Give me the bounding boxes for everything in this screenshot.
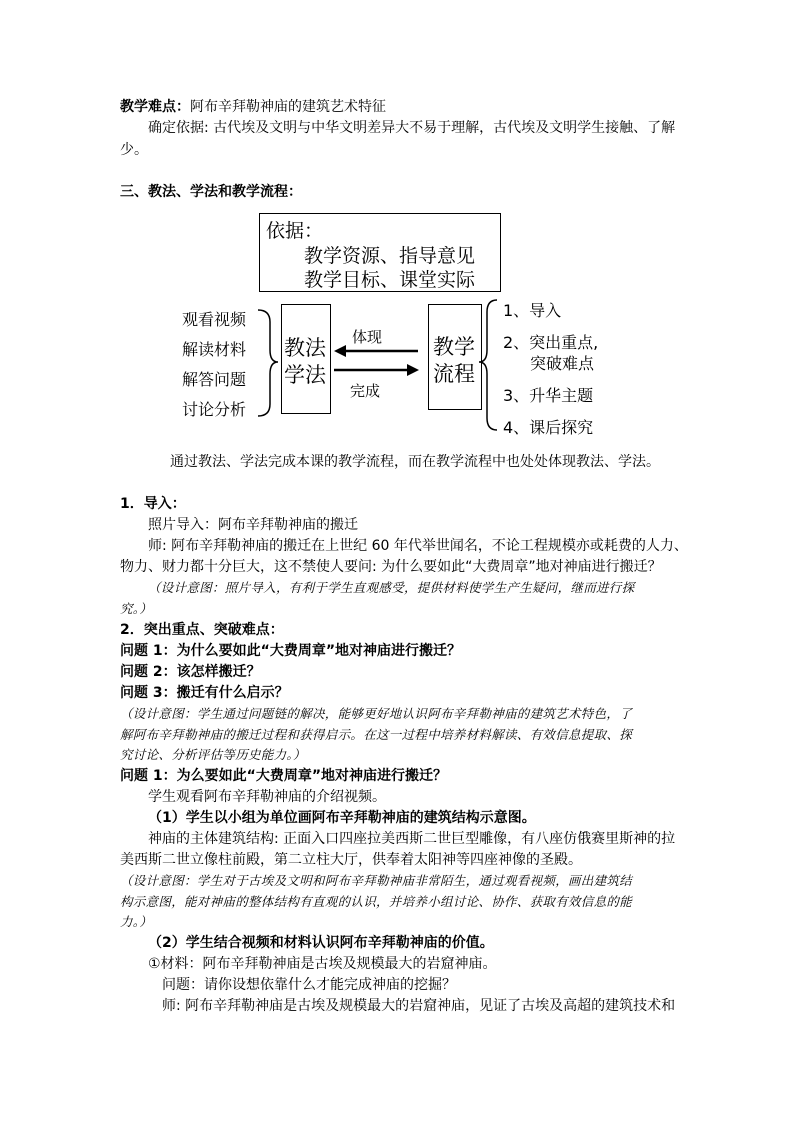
- difficulty-label: 教学难点：: [120, 99, 190, 115]
- watch-video: 学生观看阿布辛拜勒神庙的介绍视频。: [148, 789, 386, 805]
- left-item: 解答问题: [182, 370, 247, 389]
- left-item: 讨论分析: [182, 400, 247, 419]
- basis-title: 依据：: [266, 220, 324, 242]
- structure-line2: 美西斯二世立像柱前殿，第二立柱大厅，供奉着太阳神等四座神像的圣殿。: [120, 852, 582, 868]
- part1-teacher1: 师: 阿布辛拜勒神庙的搬迁在上世纪 60 年代举世闻名，不论工程规模亦或耗费的人力、: [148, 538, 688, 554]
- summary-text: 通过教法、学法完成本课的教学流程，而在教学流程中也处处体现教法、学法。: [170, 454, 660, 470]
- difficulty-basis-line1: 确定依据: 古代埃及文明与中华文明差异大不易于理解，古代埃及文明学生接触、了解: [148, 120, 676, 136]
- basis-line1: 教学资源、指导意见: [304, 245, 476, 267]
- part1-teacher2: 物力、财力都十分巨大，这不禁使人要问: 为什么要如此“大费周章”地对神庙进行搬迁？: [120, 559, 662, 575]
- method-line1: 教法: [284, 336, 326, 360]
- flow-step: 3、升华主题: [503, 386, 594, 405]
- arrow-right-head: [407, 364, 419, 376]
- question3: 问题 3：搬迁有什么启示？: [120, 685, 289, 701]
- left-brace: [258, 310, 278, 416]
- difficulty-basis-line2: 少。: [120, 142, 148, 158]
- method-line2: 学法: [284, 363, 326, 387]
- part2-note6: 力。）: [120, 914, 153, 929]
- arrow-top-label: 体现: [352, 328, 383, 346]
- part2-note2: 解阿布辛拜勒神庙的搬迁过程和获得启示。在这一过程中培养材料解读、有效信息提取、探: [120, 727, 633, 742]
- flow-step: 4、课后探究: [503, 418, 594, 437]
- left-item: 观看视频: [182, 310, 247, 329]
- part2-title: 2．突出重点、突破难点：: [120, 622, 284, 638]
- teacher-line: 师: 阿布辛拜勒神庙是古埃及规模最大的岩窟神庙，见证了古埃及高超的建筑技术和: [162, 998, 676, 1014]
- part2-note4: （设计意图：学生对于古埃及文明和阿布辛拜勒神庙非常陌生，通过观看视频，画出建筑结: [120, 873, 633, 888]
- part2-note5: 构示意图，能对神庙的整体结构有直观的认识，并培养小组讨论、协作、获取有效信息的能: [120, 894, 633, 909]
- flow-step: 2、突出重点,: [503, 333, 599, 352]
- basis-line2: 教学目标、课堂实际: [304, 269, 476, 291]
- flow-line1: 教学: [433, 335, 475, 359]
- section3-title: 三、教法、学法和教学流程：: [120, 184, 302, 200]
- part2-note1: （设计意图：学生通过问题链的解决，能够更好地认识阿布辛拜勒神庙的建筑艺术特色，了: [120, 706, 633, 721]
- flow-step: 突破难点: [530, 354, 595, 373]
- question-line: 问题：请你设想依靠什么才能完成神庙的挖掘？: [162, 977, 456, 993]
- sub-step1: （1）学生以小组为单位画阿布辛拜勒神庙的建筑结构示意图。: [148, 810, 536, 826]
- part1-note1: （设计意图：照片导入，有利于学生直观感受，提供材料使学生产生疑问，继而进行探: [148, 580, 635, 595]
- arrow-left-head: [334, 345, 346, 357]
- material-line: ①材料：阿布辛拜勒神庙是古埃及规模最大的岩窟神庙。: [148, 956, 497, 972]
- difficulty-text: 阿布辛拜勒神庙的建筑艺术特征: [190, 99, 386, 115]
- flow-step: 1、导入: [503, 301, 562, 320]
- question1-repeat: 问题 1：为么要如此“大费周章”地对神庙进行搬迁？: [120, 768, 448, 784]
- part1-title: 1．导入：: [120, 496, 186, 512]
- sub-step2: （2）学生结合视频和材料认识阿布辛拜勒神庙的价值。: [148, 935, 494, 951]
- part1-note2: 究。）: [120, 601, 153, 616]
- part2-note3: 究讨论、分析评估等历史能力。）: [120, 747, 306, 762]
- question2: 问题 2：该怎样搬迁？: [120, 664, 261, 680]
- question1: 问题 1：为什么要如此“大费周章”地对神庙进行搬迁？: [120, 643, 462, 659]
- part1-photo: 照片导入：阿布辛拜勒神庙的搬迁: [148, 517, 358, 533]
- left-item: 解读材料: [182, 340, 247, 359]
- flow-line2: 流程: [433, 362, 475, 386]
- arrow-bottom-label: 完成: [350, 382, 381, 400]
- structure-line1: 神庙的主体建筑结构: 正面入口四座拉美西斯二世巨型雕像，有八座仿俄赛里斯神的拉: [148, 831, 676, 847]
